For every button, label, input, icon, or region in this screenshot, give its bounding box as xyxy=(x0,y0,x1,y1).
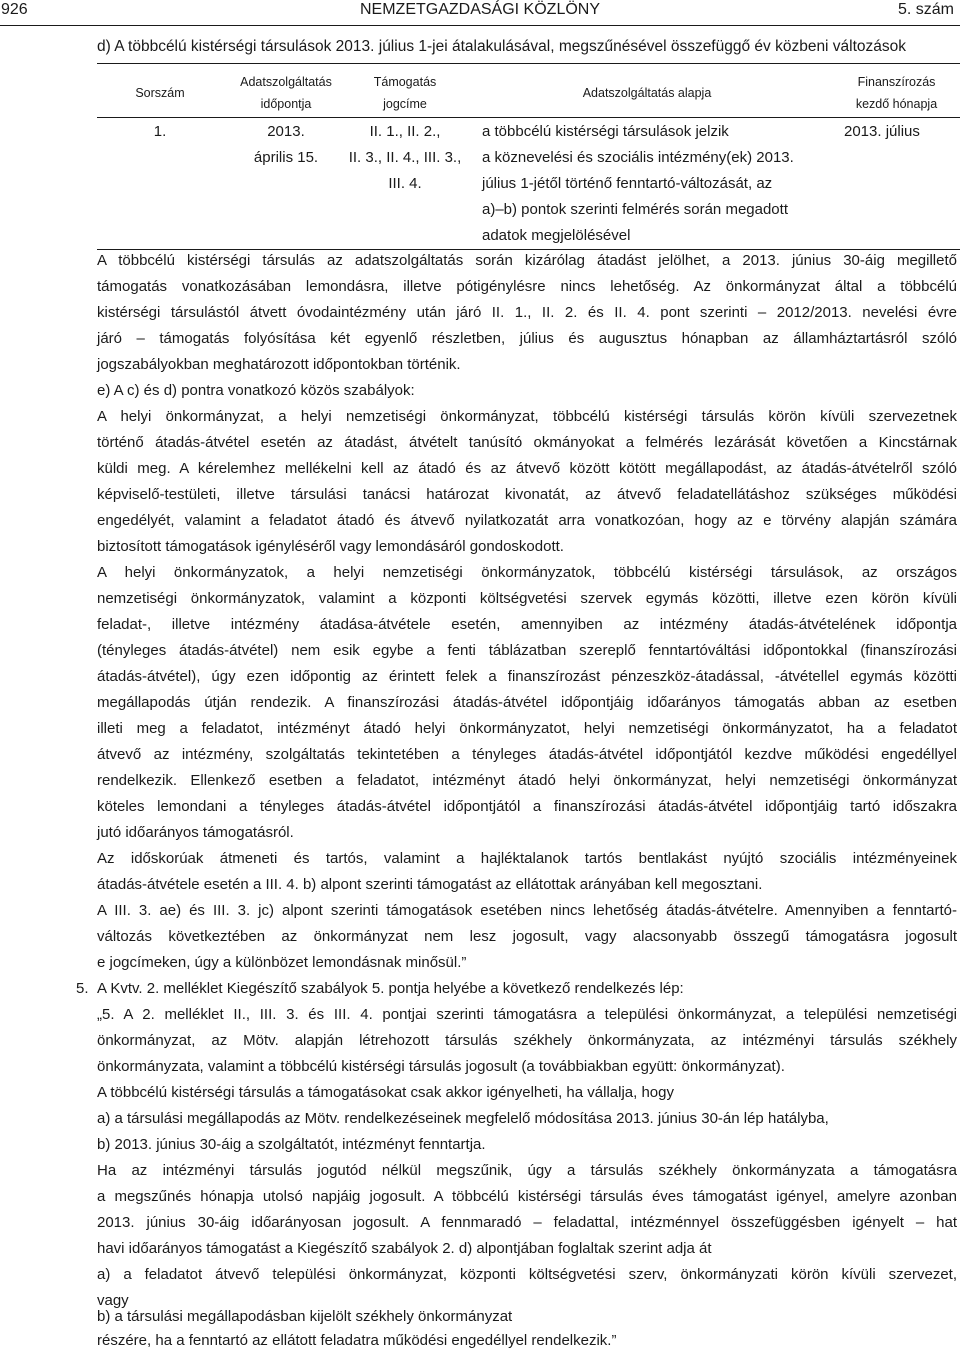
cell-jogcim-2: II. 3., II. 4., III. 3., xyxy=(348,149,462,166)
page-number: 926 xyxy=(1,1,28,18)
text-line: képviselő-testületi, illetve társulási tanácsi határozat kivonatát, az átvevő feladatellátáshoz szükséges működési xyxy=(97,486,957,503)
text-line: jogszabályokban meghatározott időpontokban történik. xyxy=(97,356,461,373)
text-line: havi időarányos támogatást a Kiegészítő szabályok 2. d) alpontjában foglaltak szerint adja át xyxy=(97,1240,712,1257)
text-line: e jogcímeken, úgy a különbözet lemondásnak minősül.” xyxy=(97,954,467,971)
text-line: rendelkezik. Ellenkező esetben a feladatot, intézményt átadó helyi önkormányzat, helyi nemzetiségi önkormányzat xyxy=(97,772,957,789)
text-line: b) a társulási megállapodásban kijelölt székhely önkormányzat xyxy=(97,1308,513,1325)
text-line: A többcélú kistérségi társulás a támogatásokat csak akkor igényelheti, ha vállalja, hogy xyxy=(97,1084,674,1101)
issue-number: 5. szám xyxy=(897,1,954,18)
text-line: (tényleges átadás-átvétel) nem esik egybe a fenti táblázatban szereplő fenntartóváltási időpontokkal (finanszírozási xyxy=(97,642,957,659)
text-line: kistérségi társulástól átvett óvodaintézmény után járó II. 1., II. 2. és II. 4. pont szerinti – 2012/2013. nevelési évre xyxy=(97,304,957,321)
cell-jogcim-3: III. 4. xyxy=(388,175,422,192)
text-line: engedélyét, valamint a feladatot átadó és átvevő nyilatkozatát arra vonatkozóan, hogy az e törvény alapján számára xyxy=(97,512,957,529)
th-idopont-1: Adatszolgáltatás xyxy=(240,75,332,89)
cell-alap-4: a)‒b) pontok szerinti felmérés során megadott xyxy=(482,201,788,218)
cell-idopont-1: 2013. xyxy=(267,123,305,140)
table-top-rule xyxy=(97,63,960,64)
cell-finansz: 2013. július xyxy=(844,123,920,140)
text-line: illeti meg a feladatot, intézményt átadó helyi önkormányzatot, helyi nemzetiségi önkormányzatot, ha a feladatot xyxy=(97,720,957,737)
table-header-rule xyxy=(97,117,960,118)
text-line: megállapodás útján rendezik. A finanszírozási átadás-átvétel időpontjáig időarányos támogatás abban az esetben xyxy=(97,694,957,711)
th-jogcim-2: jogcíme xyxy=(383,97,427,111)
text-line: a megszűnés hónapja utolsó napjáig jogosult. A többcélú kistérségi társulás éves támogatást igényel, amelyre azonban xyxy=(97,1188,957,1205)
text-line: önkormányzata, valamint a többcélú kistérségi társulás jogosult (a továbbiakban együtt: önkormányzat). xyxy=(97,1058,785,1075)
page-header xyxy=(0,0,960,27)
th-jogcim-1: Támogatás xyxy=(373,75,437,89)
text-line: vagy xyxy=(97,1292,129,1309)
text-line: részére, ha a fenntartó az ellátott feladatra működési engedéllyel rendelkezik.” xyxy=(97,1332,617,1349)
text-line: a) a társulási megállapodás az Mötv. rendelkezéseinek megfelelő módosítása 2013. június 30-án lép hatályba, xyxy=(97,1110,829,1127)
text-line: „5. A 2. melléklet II., III. 3. és III. 4. pontjai szerinti támogatásra a települési önkormányzat, a települési nemzetiségi xyxy=(97,1006,957,1023)
text-line: biztosított támogatások igényléséről vagy lemondásáról gondoskodott. xyxy=(97,538,564,555)
cell-alap-1: a többcélú kistérségi társulások jelzik xyxy=(482,123,729,140)
text-line: járó – támogatás folyósítása két egyenlő részletben, július és augusztus hónapban az államháztartásról szóló xyxy=(97,330,957,347)
text-line: történő átadás-átvétel esetén az átadást, átvételt tanúsító okmányokat a felmérés lezárását követően a Kincstárnak xyxy=(97,434,957,451)
text-line: Ha az intézményi társulás jogutód nélkül megszűnik, úgy a társulás székhely önkormányzata a támogatásra xyxy=(97,1162,957,1179)
th-alap: Adatszolgáltatás alapja xyxy=(582,86,712,100)
th-idopont-2: időpontja xyxy=(260,97,312,111)
th-finansz-2: kezdő hónapja xyxy=(855,97,938,111)
text-line: Az időskorúak átmeneti és tartós, valamint a hajléktalanok tartós bentlakást nyújtó szociális intézményeinek xyxy=(97,850,957,867)
text-line: átadás-átvétele esetén a III. 4. b) alpont szerinti támogatást az ellátottak arányában kell megosztani. xyxy=(97,876,763,893)
text-line: átadás-átvétel), úgy ezen időpontig az érintett felek a finanszírozást pénzeszköz-átadással, -átvétellel egymás közötti xyxy=(97,668,957,685)
text-line: A többcélú kistérségi társulás az adatszolgáltatás során kizárólag átadást jelölhet, a 2013. június 30-áig megillető xyxy=(97,252,957,269)
text-line: jutó időarányos támogatásról. xyxy=(97,824,294,841)
text-line: köteles lemondani a tényleges átadás-átvétel időpontjától a finanszírozási átadás-átvétel időpontjáig tartó időszakra xyxy=(97,798,957,815)
text-line: b) 2013. június 30-áig a szolgáltatót, intézményt fenntartja. xyxy=(97,1136,486,1153)
text-line: önkormányzat, az Mötv. alapján létrehozott társulás székhely önkormányzata, az intézményi társulás székhely xyxy=(97,1032,957,1049)
text-line: A helyi önkormányzat, a helyi nemzetiségi önkormányzat, többcélú kistérségi társulás körön kívüli szervezetnek xyxy=(97,408,957,425)
text-line: 2013. június 30-áig időarányosan jogosult. A fennmaradó – feladattal, intézménnyel összefüggésben igényelt – hat xyxy=(97,1214,957,1231)
th-finansz-1: Finanszírozás xyxy=(857,75,936,89)
cell-idopont-2: április 15. xyxy=(253,149,319,166)
text-line: átvevő az intézmény, szolgáltatás tekintetében a tényleges átadás-átvétel időpontjától kezdve működési engedéllyel xyxy=(97,746,957,763)
text-line: küldi meg. A kérelemhez mellékelni kell az átadó és az átvevő között kötött megállapodást, az átadás-átvételről szóló xyxy=(97,460,957,477)
header-rule xyxy=(0,25,960,26)
text-line: A helyi önkormányzatok, a helyi nemzetiségi önkormányzatok, többcélú kistérségi társulások, az országos xyxy=(97,564,957,581)
cell-alap-2: a köznevelési és szociális intézmény(ek) 2013. xyxy=(482,149,794,166)
text-line: változás következtében az önkormányzat nem lesz jogosult, vagy alacsonyabb összegű támogatásra jogosult xyxy=(97,928,957,945)
section-d-heading: d) A többcélú kistérségi társulások 2013. július 1-jei átalakulásával, megszűnésével összefüggő év közbeni változások xyxy=(97,38,907,55)
cell-alap-5: adatok megjelölésével xyxy=(482,227,631,244)
text-line: a) a feladatot átvevő települési önkormányzat, központi költségvetési szerv, önkormányzati körön kívüli szervezet, xyxy=(97,1266,957,1283)
section-e-heading: e) A c) és d) pontra vonatkozó közös szabályok: xyxy=(97,382,415,399)
text-line: A III. 3. ae) és III. 3. jc) alpont szerinti támogatások esetében nincs lehetőség átadás-átvételre. Amennyiben a fenntartó- xyxy=(97,902,957,919)
text-line: feladat-, illetve intézmény átadása-átvétele esetén, amennyiben az intézmény átadás-átvételének időpontja xyxy=(97,616,957,633)
text-line: nemzetiségi önkormányzatok, valamint a központi költségvetési szervek egymás közötti, illetve ezen körön kívüli xyxy=(97,590,957,607)
cell-alap-3: július 1-jétől történő fenntartó-változását, az xyxy=(482,175,773,192)
journal-title: NEMZETGAZDASÁGI KÖZLÖNY xyxy=(359,1,601,18)
point-5-number: 5. xyxy=(76,980,89,997)
th-sorszam: Sorszám xyxy=(135,86,185,100)
cell-sorszam: 1. xyxy=(153,123,167,140)
cell-jogcim-1: II. 1., II. 2., xyxy=(369,123,441,140)
text-line: támogatás vonatkozásában lemondásra, illetve pótigénylésre nincs lehetőség. Az önkormányzat által a többcélú xyxy=(97,278,957,295)
point-5-intro: A Kvtv. 2. melléklet Kiegészítő szabályok 5. pontja helyébe a következő rendelkezés lép: xyxy=(97,980,684,997)
